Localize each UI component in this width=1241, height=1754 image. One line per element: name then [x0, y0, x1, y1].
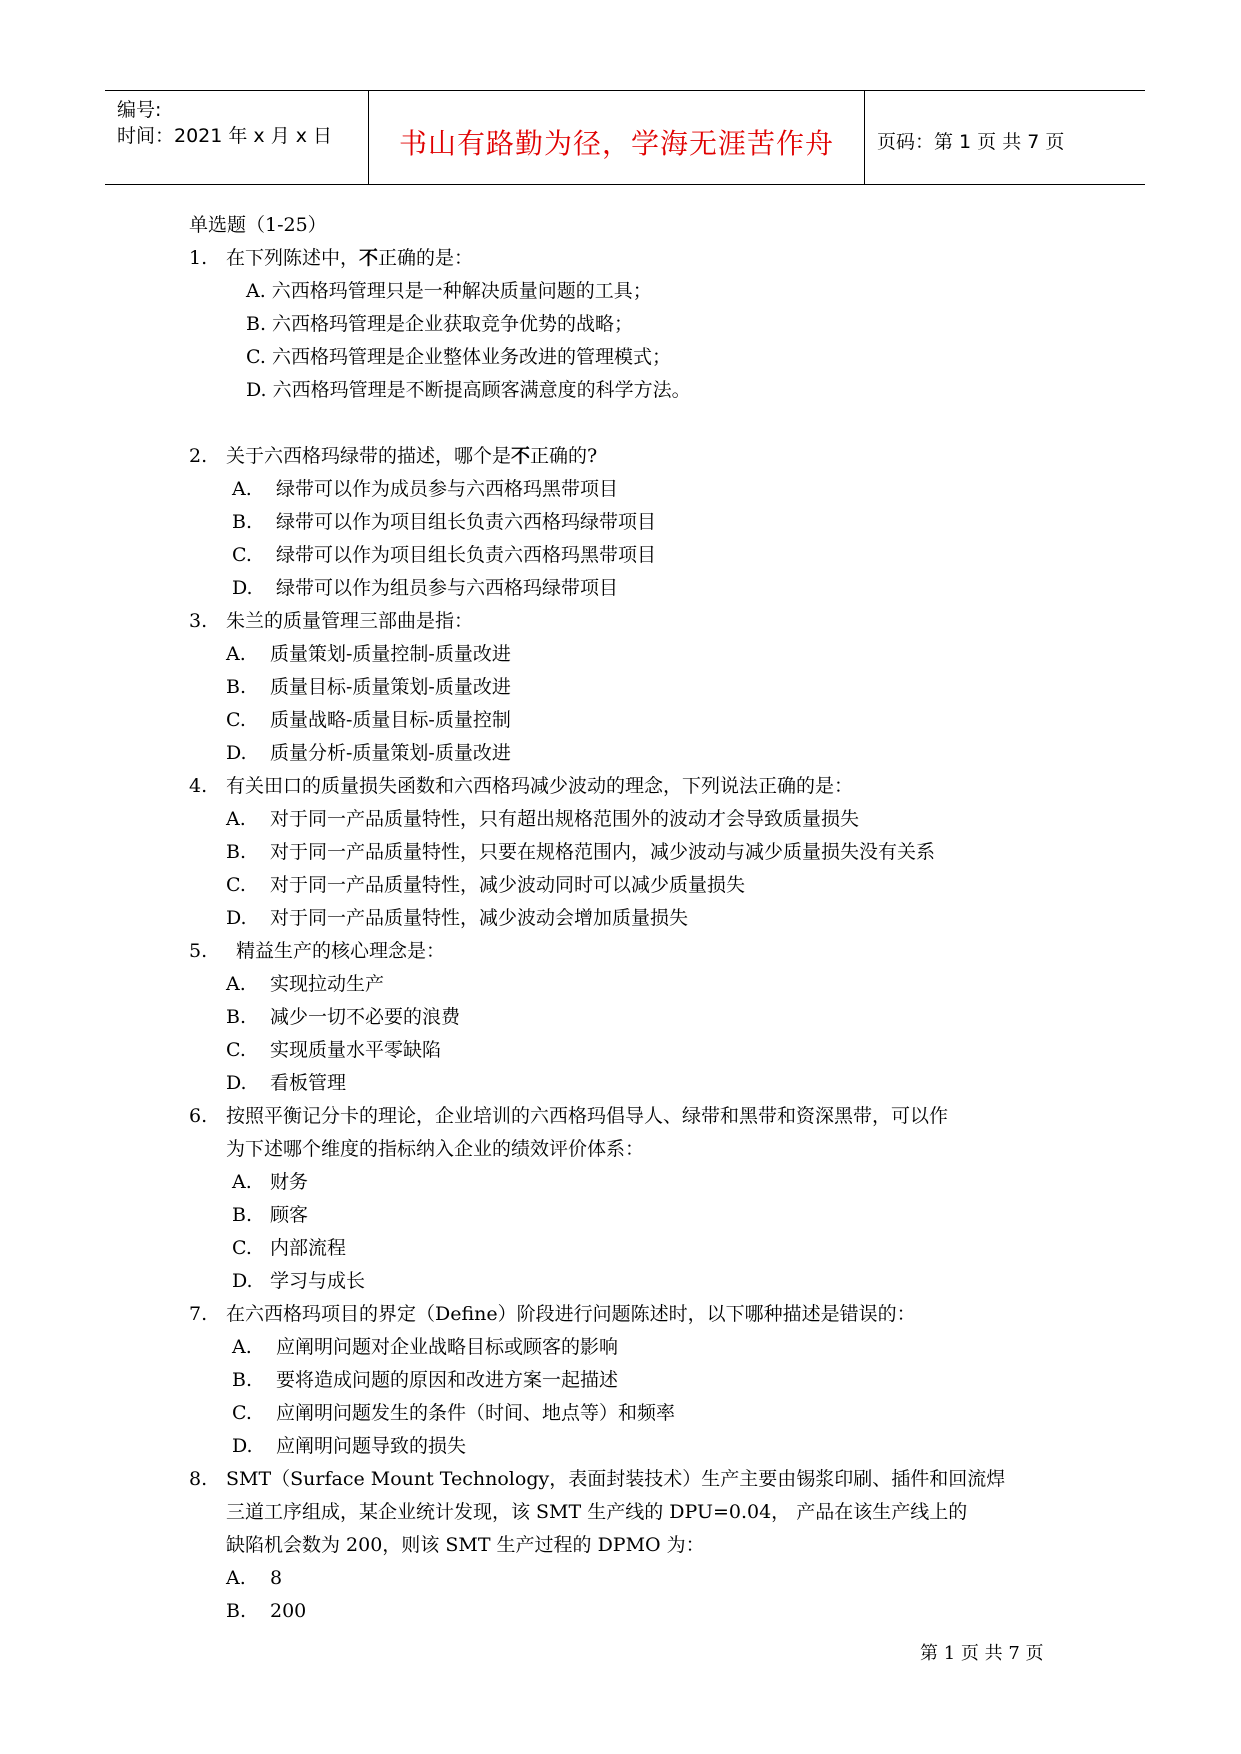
option: D. 六西格玛管理是不断提高顾客满意度的科学方法。	[246, 379, 691, 401]
option: C. 六西格玛管理是企业整体业务改进的管理模式；	[246, 346, 671, 368]
option-letter: B.	[232, 1204, 253, 1226]
question-number: 6.	[189, 1105, 208, 1127]
stem-emphasis: 不	[359, 247, 379, 269]
time-label: 时间：2021 年 x 月 x 日	[117, 125, 333, 147]
option-text: 绿带可以作为组员参与六西格玛绿带项目	[276, 577, 619, 599]
option-text: 财务	[270, 1171, 309, 1193]
option-text: 减少一切不必要的浪费	[270, 1006, 461, 1028]
question-number: 5.	[189, 940, 208, 962]
question-number: 3.	[189, 610, 208, 632]
option-text: 对于同一产品质量特性，减少波动同时可以减少质量损失	[270, 874, 746, 896]
option-text: 200	[270, 1600, 307, 1622]
option-letter: C.	[226, 709, 246, 731]
option-text: 8	[270, 1567, 283, 1589]
option-text: 绿带可以作为成员参与六西格玛黑带项目	[276, 478, 619, 500]
option-letter: D.	[226, 1072, 247, 1094]
stem-text: 正确的是：	[378, 247, 474, 269]
option-letter: D.	[232, 577, 253, 599]
stem-emphasis: 不	[511, 445, 531, 467]
page-code: 页码：第 1 页 共 7 页	[877, 131, 1065, 153]
question-stem: 在六西格玛项目的界定（Define）阶段进行问题陈述时，以下哪种描述是错误的：	[226, 1303, 916, 1325]
option-letter: A.	[232, 478, 252, 500]
option-letter: D.	[226, 742, 247, 764]
question-stem	[226, 444, 597, 468]
page-header	[105, 90, 1145, 185]
page-footer: 第 1 页 共 7 页	[920, 1643, 1044, 1664]
question-stem: 有关田口的质量损失函数和六西格玛减少波动的理念，下列说法正确的是：	[226, 775, 854, 797]
option-text: 要将造成问题的原因和改进方案一起描述	[276, 1369, 619, 1391]
option-letter: C.	[226, 1039, 246, 1061]
option-letter: B.	[232, 1369, 253, 1391]
option-letter: C.	[226, 874, 246, 896]
option-text: 绿带可以作为项目组长负责六西格玛绿带项目	[276, 511, 657, 533]
option-text: 质量战略-质量目标-质量控制	[270, 709, 511, 731]
option-letter: D.	[226, 907, 247, 929]
option: A. 六西格玛管理只是一种解决质量问题的工具；	[246, 280, 652, 302]
question-number: 2.	[189, 445, 208, 467]
header-info-cell	[105, 91, 369, 184]
option-text: 顾客	[270, 1204, 309, 1226]
option-letter: B.	[232, 511, 253, 533]
option-letter: A.	[232, 1171, 252, 1193]
question-number: 4.	[189, 775, 208, 797]
option-letter: A.	[226, 1567, 246, 1589]
option-letter: B.	[226, 841, 247, 863]
option-letter: C.	[232, 544, 252, 566]
option-letter: A.	[226, 973, 246, 995]
option-text: 内部流程	[270, 1237, 347, 1259]
option-letter: C.	[232, 1402, 252, 1424]
option-letter: A.	[226, 643, 246, 665]
option-letter: D.	[232, 1435, 253, 1457]
stem-text: 在下列陈述中，	[226, 247, 360, 269]
question-stem: SMT（Surface Mount Technology，表面封装技术）生产主要由锡浆印刷、插件和回流焊	[226, 1468, 1006, 1490]
question-number: 1.	[189, 247, 208, 269]
option-text: 对于同一产品质量特性，只有超出规格范围外的波动才会导致质量损失	[270, 808, 860, 830]
option-letter: C.	[232, 1237, 252, 1259]
option-letter: B.	[226, 1006, 247, 1028]
stem-text: 关于六西格玛绿带的描述，哪个是	[226, 445, 512, 467]
header-page-cell	[865, 91, 1145, 184]
question-stem: 朱兰的质量管理三部曲是指：	[226, 610, 474, 632]
question-number: 7.	[189, 1303, 208, 1325]
option-text: 看板管理	[270, 1072, 347, 1094]
option-text: 实现拉动生产	[270, 973, 385, 995]
option-text: 应阐明问题导致的损失	[276, 1435, 467, 1457]
section-title: 单选题（1-25）	[189, 214, 327, 236]
option-text: 对于同一产品质量特性，减少波动会增加质量损失	[270, 907, 689, 929]
option-text: 实现质量水平零缺陷	[270, 1039, 442, 1061]
header-motto-cell	[369, 91, 865, 184]
option-text: 质量分析-质量策划-质量改进	[270, 742, 511, 764]
motto: 书山有路勤为径，学海无涯苦作舟	[398, 126, 834, 160]
question-stem-continued: 三道工序组成，某企业统计发现，该 SMT 生产线的 DPU=0.04， 产品在该生产线上的	[226, 1501, 968, 1523]
option-letter: A.	[232, 1336, 252, 1358]
option-letter: A.	[226, 808, 246, 830]
question-stem	[226, 246, 473, 270]
question-stem-continued: 为下述哪个维度的指标纳入企业的绩效评价体系：	[226, 1138, 645, 1160]
option-text: 绿带可以作为项目组长负责六西格玛黑带项目	[276, 544, 657, 566]
stem-text: 正确的?	[530, 445, 598, 467]
option-letter: B.	[226, 676, 247, 698]
option: B. 六西格玛管理是企业获取竞争优势的战略；	[246, 313, 634, 335]
number-label: 编号:	[117, 99, 162, 121]
option-text: 质量目标-质量策划-质量改进	[270, 676, 511, 698]
option-text: 学习与成长	[270, 1270, 366, 1292]
question-stem-continued: 缺陷机会数为 200，则该 SMT 生产过程的 DPMO 为：	[226, 1534, 705, 1556]
option-text: 应阐明问题对企业战略目标或顾客的影响	[276, 1336, 619, 1358]
question-stem: 精益生产的核心理念是：	[236, 940, 446, 962]
option-letter: B.	[226, 1600, 247, 1622]
option-text: 质量策划-质量控制-质量改进	[270, 643, 511, 665]
option-text: 应阐明问题发生的条件（时间、地点等）和频率	[276, 1402, 676, 1424]
option-letter: D.	[232, 1270, 253, 1292]
question-stem: 按照平衡记分卡的理论，企业培训的六西格玛倡导人、绿带和黑带和资深黑带，可以作	[226, 1105, 949, 1127]
option-text: 对于同一产品质量特性，只要在规格范围内，减少波动与减少质量损失没有关系	[270, 841, 936, 863]
question-number: 8.	[189, 1468, 208, 1490]
